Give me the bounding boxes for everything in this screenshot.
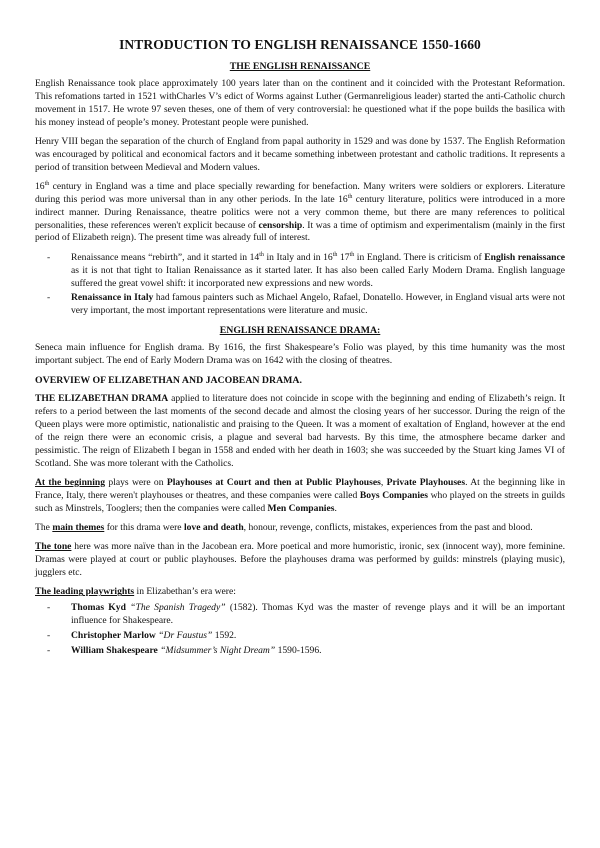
- page-title: INTRODUCTION TO ENGLISH RENAISSANCE 1550-1660: [119, 37, 481, 52]
- section-heading-overview: OVERVIEW OF ELIZABETHAN AND JACOBEAN DRAMA.: [35, 375, 302, 387]
- list-item: - Renaissance means “rebirth”, and it started in 14th in Italy and in 16th 17th in England. There is criticism of English renaissance as it is not that tight to Italian Renaissance as it started later. It has also been called Early Modern Drama. English language suffered the great vowel shift: it incorporated new expressions and new words.: [35, 252, 565, 291]
- section-heading-drama: ENGLISH RENAISSANCE DRAMA:: [219, 325, 381, 337]
- document-page: [35, 36, 565, 664]
- paragraph-seneca: Seneca main influence for English drama. By 1616, the first Shakespeare’s Folio was played, by this time humanity was the most important subject. The end of Early Modern Drama was on 1642 with the closing of theatres.: [35, 342, 565, 367]
- paragraph-tone: The tone here was more naïve than in the Jacobean era. More poetical and more humoristic, ironic, sex (innocent way), more feminine. Dramas were played at court or public playhouses. Before the playhouses drama was performed by guilds: minstrels (playing music), jugglers etc.: [35, 541, 565, 579]
- paragraph-playhouses: At the beginning plays were on Playhouses at Court and then at Public Playhouses, Private Playhouses. At the beginning like in France, Italy, there weren't playhouses or theatres, and these companies were called Boys Companies who played on the streets in guilds such as Minstrels, Tooglers; then the companies were called Men Companies.: [35, 477, 566, 514]
- playwrights-list: [35, 602, 565, 657]
- paragraph-main-themes: The main themes for this drama were love and death, honour, revenge, conflicts, mistakes, experiences from the past and blood.: [35, 522, 533, 534]
- renaissance-list: [35, 252, 565, 318]
- section-heading-english-renaissance: THE ENGLISH RENAISSANCE: [229, 61, 371, 73]
- paragraph-playwrights: The leading playwrights in Elizabethan’s era were:: [35, 586, 236, 598]
- list-item: - Thomas Kyd “The Spanish Tragedy” (1582). Thomas Kyd was the master of revenge plays and it will be an important influence for Shakespeare.: [35, 602, 565, 628]
- list-item: - William Shakespeare “Midsummer’s Night Dream” 1590-1596.: [35, 645, 565, 658]
- paragraph-elizabethan-drama: THE ELIZABETHAN DRAMA applied to literature does not coincide in scope with the beginning and ending of Elizabeth’s reign. It refers to a period between the last moments of the second decade and almost the closing years of her successor. During the reign of the Queen plays were more optimistic, nationalistic and praising to the Queen. It was a moment of exaltation of England, however at the end of the reign there were an economic crisis, a plague and several bad harvests. By this time, the atmosphere became darker and pessimistic. The reign of Elizabeth I began in 1558 and ended with her death in 1603; she was succeeded by the Stuart king James VI of Scotland. She was more tolerant with the Catholics.: [35, 393, 565, 469]
- paragraph-reformation: English Renaissance took place approximately 100 years later than on the continent and it coincided with the Protestant Reformation. This refomations tarted in 1521 withCharles V’s edict of Worms against Luther (Germanreligious leader) started the anti-Catholic church movement in 1517. He wrote 97 seven theses, one of them of very controversial: he questioned what if the pope builds the basilica with his money instead of people’s money. Protestant people were punished.: [35, 78, 565, 128]
- paragraph-henry-viii: Henry VIII began the separation of the church of England from papal authority in 1529 and was done by 1537. The English Reformation was encouraged by political and economical factors and it became something inbetween protestant and catholic traditions. It represents a period of transition between Medieval and Modern values.: [35, 136, 565, 173]
- paragraph-16th-century: 16th century in England was a time and place specially rewarding for benefaction. Many writers were soldiers or explorers. Literature during this period was more universal than in any other periods. In the late 16th century literature, politics were introduced in a more indirect manner. During Renaissance, theatre politics were not a very common theme, but there are many references to political personalities, these references weren't explicit because of censorship. It was a time of optimism and experimentalism (mainly in the first period of Elizabeth reign). The present time was already full of interest.: [35, 180, 565, 244]
- list-item: - Renaissance in Italy had famous painters such as Michael Angelo, Rafael, Donatello. However, in England visual arts were not very important, the most important representations were literature and music.: [35, 292, 565, 318]
- list-item: - Christopher Marlow “Dr Faustus” 1592.: [35, 630, 565, 643]
